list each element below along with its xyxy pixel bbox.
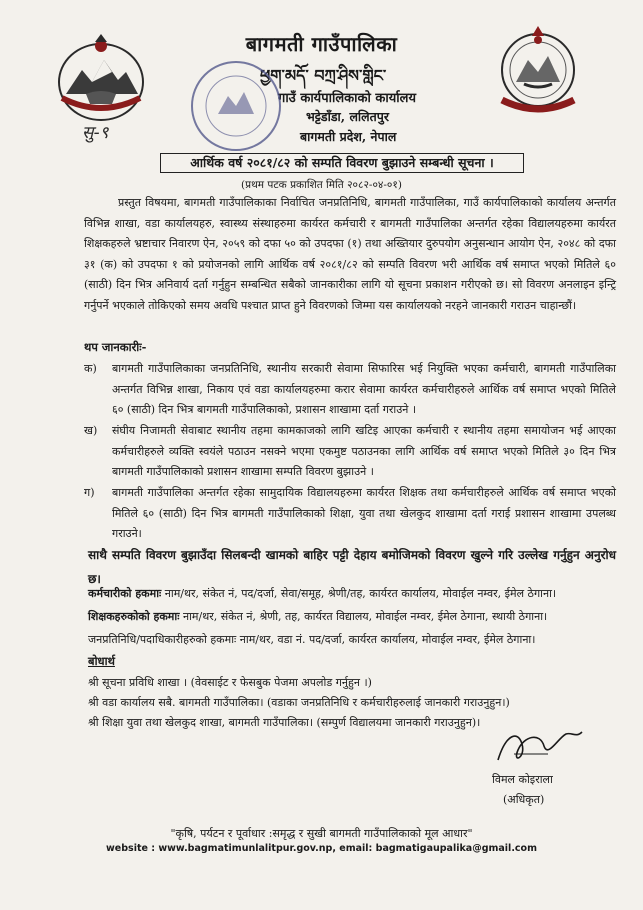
list-item-text: संघीय निजामती सेवाबाट स्थानीय तहमा कामकाजको लागि खटिइ आएका कर्मचारी र स्थानीय तहमा समायोजन भई आएका कर्मचारीहरुले व्यक्ति स्वयंले पठाउन नसक्ने भएमा एकमुष्ट पठाउनका लागि आर्थिक वर्ष समाप्त भएको मितिले ३० दिन भित्र बागमती गाउँपालिकाको प्रशासन शाखामा सम्पति विवरण बुझाउने । <box>112 424 616 478</box>
list-item <box>84 359 616 421</box>
more-info-heading: थप जानकारीः- <box>84 340 147 354</box>
format-text: नाम/थर, वडा नं. पद/दर्जा, कार्यरत कार्यालय, मोवाईल नम्वर, ईमेल ठेगाना। <box>236 633 536 646</box>
publication-date: (प्रथम पटक प्रकाशित मिति २०८२-०४-०१) <box>241 179 402 191</box>
format-text: नाम/थर, संकेत नं, पद/दर्जा, सेवा/समूह, श्रेणी/तह, कार्यरत कार्यालय, मोवाईल नम्वर, ईमेल ठेगाना। <box>161 587 557 600</box>
list-item-marker: ख) <box>84 424 98 437</box>
signatory-name: विमल कोइराला <box>492 773 553 786</box>
reference-number: सु-९ <box>82 123 109 143</box>
notice-title: आर्थिक वर्ष २०८१/८२ को सम्पति विवरण बुझाउने सम्बन्धी सूचना । <box>160 153 524 173</box>
cc-item: श्री वडा कार्यालय सबै. बागमती गाउँपालिका। (वडाका जनप्रतिनिधि र कर्मचारीहरुलाई जानकारी गराउनुहुन।) <box>88 696 510 709</box>
list-item-marker: क) <box>84 362 97 375</box>
format-line <box>88 607 628 627</box>
cc-heading: बोधार्थ <box>88 654 115 668</box>
list-item <box>84 421 616 483</box>
office-name: गाउँ कार्यपालिकाको कार्यालय <box>278 91 416 106</box>
org-name: बागमती गाउँपालिका <box>245 32 398 56</box>
format-label: कर्मचारीको हकमाः <box>88 587 162 600</box>
office-province: बागमती प्रदेश, नेपाल <box>300 129 397 144</box>
format-text: नाम/थर, संकेत नं, श्रेणी, तह, कार्यरत विद्यालय, मोवाईल नम्वर, ईमेल ठेगाना, स्थायी ठेगाना। <box>179 610 548 623</box>
office-address: भट्टेडाँडा, ललितपुर <box>306 109 389 124</box>
signatory-title: (अधिकृत) <box>503 793 545 806</box>
org-name-tibetan: ཕྱག་མདོ་ བཀྲ་ཤིས་གླིང་ <box>260 66 387 85</box>
list-item-text: बागमती गाउँपालिका अन्तर्गत रहेका सामुदायिक विद्यालयहरुमा कार्यरत शिक्षक तथा कर्मचारीहरुले आर्थिक वर्ष समाप्त भएको मितिले ६० (साठी) दिन भित्र बागमती गाउँपालिकाको शिक्षा, युवा तथा खेलकुद शाखामा दर्ता गराई प्रशासन शाखामा उपलब्ध गराउने। <box>112 486 616 540</box>
format-line <box>88 630 628 650</box>
office-stamp-icon <box>188 58 284 154</box>
signature-icon <box>488 724 588 768</box>
footer-website: website : www.bagmatimunlalitpur.gov.np, email: bagmatigaupalika@gmail.com <box>106 843 537 854</box>
format-label: शिक्षकहरुकोको हकमाः <box>88 610 180 623</box>
list-item <box>84 483 616 545</box>
list-item-text: बागमती गाउँपालिकाका जनप्रतिनिधि, स्थानीय सरकारी सेवामा सिफारिस भई नियुक्ति भएका कर्मचारी, बागमती गाउँपालिका अन्तर्गत विभिन्न शाखा, निकाय एवं वडा कार्यालयहरुमा करार सेवामा कार्यरत कर्मचारीहरुले आर्थिक वर्ष समाप्त भएको मितिले ६० (साठी) दिन भित्र बागमती गाउँपालिकाको, प्रशासन शाखामा दर्ता गराउने । <box>112 362 616 416</box>
envelope-request: साथै सम्पति विवरण बुझाउँदा सिलबन्दी खामको बाहिर पट्टी देहाय बमोजिमको विवरण खुल्ने गरि उल्लेख गर्नुहुन अनुरोध छ। <box>88 548 616 586</box>
cc-item: श्री शिक्षा युवा तथा खेलकुद शाखा, बागमती गाउँपालिका। (सम्पुर्ण विद्यालयमा जानकारी गराउनुहुन)। <box>88 716 481 729</box>
list-item-marker: ग) <box>84 486 95 499</box>
notice-body: प्रस्तुत विषयमा, बागमती गाउँपालिकाका निर्वाचित जनप्रतिनिधि, बागमती गाउँपालिका, गाउँ कार्यपालिकाको कार्यालय अन्तर्गत विभिन्न शाखा, वडा कार्यालयहरु, स्वास्थ्य संस्थाहरुमा कार्यरत कर्मचारी र बागमती गाउँपालिका अन्तर्गत रहेका विद्यालयहरुमा कार्यरत शिक्षकहरुले भ्रष्टाचार निवारण ऐन, २०५९ को दफा ५० को उपदफा (१) तथा अख्तियार दुरुपयोग अनुसन्धान आयोग ऐन, २०४८ को दफा ३१ (क) को उपदफा १ को प्रयोजनको लागि आर्थिक वर्ष २०८१/८२ को सम्पति विवरण भरी आर्थिक वर्ष समाप्त भएको मितिले ६० (साठी) दिन भित्र अनिवार्य दर्ता गर्नुहुन सम्बन्धित सबैको जानकारीका लागि यो सूचना प्रकाशन गरीएको छ। सो विवरण अनलाइन इन्ट्रि गर्नुपर्ने भएकाले तोकिएको समय अवधि पश्चात प्राप्त हुने विवरणको जिम्मा यस कार्यालयको नरहने जानकारी गराउन चाहान्छौं। <box>84 196 616 312</box>
format-label: जनप्रतिनिधि/पदाधिकारीहरुको हकमाः <box>88 633 237 646</box>
footer-slogan: "कृषि, पर्यटन र पूर्वाधार :समृद्ध र सुखी बागमती गाउँपालिकाको मूल आधार" <box>170 827 473 840</box>
format-line <box>88 584 628 604</box>
cc-item: श्री सूचना प्रविधि शाखा । (वेवसाईट र फेसबुक पेजमा अपलोड गर्नुहुन ।) <box>88 676 372 689</box>
